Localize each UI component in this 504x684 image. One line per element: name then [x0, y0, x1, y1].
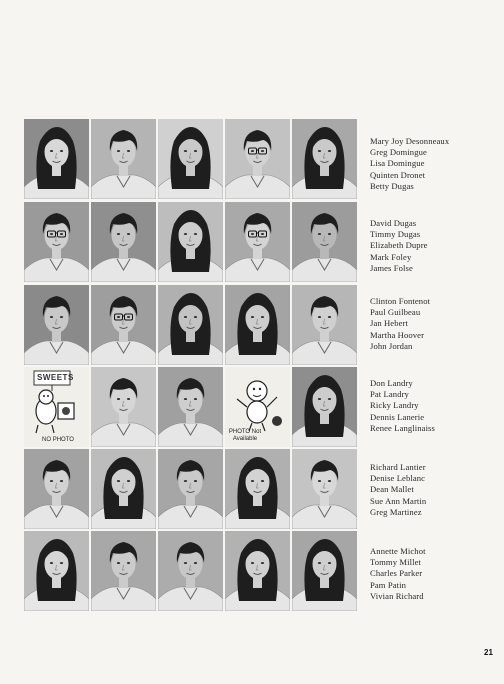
student-portrait	[91, 285, 156, 365]
student-portrait	[292, 285, 357, 365]
student-name: Annette Michot	[370, 546, 426, 556]
sweets-sign-text: SWEETS	[37, 373, 74, 382]
student-portrait	[24, 119, 89, 199]
name-list	[370, 218, 500, 274]
no-photo-placeholder	[225, 367, 290, 447]
portrait-photo	[91, 202, 156, 282]
portrait-photo	[158, 367, 223, 447]
student-portrait	[292, 202, 357, 282]
student-name: Mary Joy Desonneaux	[370, 136, 450, 146]
student-name: Jan Hebert	[370, 318, 408, 329]
student-name: Tommy Millet	[370, 557, 421, 568]
student-portrait	[91, 531, 156, 611]
page-number: 21	[484, 648, 493, 657]
student-portrait	[24, 285, 89, 365]
student-portrait	[225, 285, 290, 365]
student-portrait	[158, 367, 223, 447]
name-list	[370, 462, 500, 518]
student-name: Lisa Domingue	[370, 158, 425, 169]
no-photo-caption: NO PHOTO	[42, 437, 74, 443]
student-name: Pat Landry	[370, 389, 409, 400]
student-name: Clinton Fontenot	[370, 296, 431, 306]
student-name: Vivian Richard	[370, 590, 424, 601]
student-portrait	[158, 119, 223, 199]
student-portrait	[292, 119, 357, 199]
student-name: Charles Parker	[370, 568, 423, 579]
name-list	[370, 378, 500, 434]
student-name: David Dugas	[370, 218, 417, 228]
portrait-photo	[24, 119, 89, 199]
student-portrait	[225, 119, 290, 199]
student-portrait	[292, 449, 357, 529]
student-portrait	[225, 449, 290, 529]
student-portrait	[91, 119, 156, 199]
student-portrait	[24, 202, 89, 282]
portrait-row	[24, 367, 360, 449]
student-name: Denise Leblanc	[370, 473, 426, 484]
student-name: Martha Hoover	[370, 329, 425, 340]
student-portrait	[158, 202, 223, 282]
photo-not-available-caption: PHOTO Not Available	[228, 429, 262, 442]
portrait-row	[24, 119, 360, 201]
student-name: Mark Foley	[370, 251, 412, 262]
no-photo-placeholder	[24, 367, 89, 447]
student-name: Timmy Dugas	[370, 229, 421, 240]
portrait-photo	[292, 449, 357, 529]
portrait-photo	[158, 531, 223, 611]
portrait-photo	[292, 119, 357, 199]
portrait-photo	[225, 119, 290, 199]
student-portrait	[158, 285, 223, 365]
student-name: Paul Guilbeau	[370, 307, 421, 318]
student-portrait	[225, 531, 290, 611]
student-portrait	[91, 449, 156, 529]
portrait-row	[24, 449, 360, 531]
portrait-photo	[225, 202, 290, 282]
student-portrait	[24, 449, 89, 529]
student-name: James Folse	[370, 262, 413, 273]
portrait-photo	[292, 531, 357, 611]
portrait-photo	[292, 202, 357, 282]
portrait-photo	[91, 531, 156, 611]
student-name: John Jordan	[370, 340, 413, 351]
student-portrait	[91, 367, 156, 447]
student-name: Don Landry	[370, 378, 413, 388]
portrait-row	[24, 202, 360, 284]
portrait-photo	[24, 202, 89, 282]
portrait-photo	[292, 367, 357, 447]
portrait-photo	[158, 119, 223, 199]
name-list	[370, 136, 500, 192]
portrait-photo	[225, 449, 290, 529]
name-list	[370, 546, 500, 602]
student-name: Greg Domingue	[370, 147, 427, 158]
portrait-photo	[158, 449, 223, 529]
student-name: Sue Ann Martin	[370, 495, 427, 506]
portrait-photo	[292, 285, 357, 365]
student-portrait	[292, 531, 357, 611]
student-portrait	[24, 531, 89, 611]
name-list	[370, 296, 500, 352]
portrait-photo	[91, 449, 156, 529]
portrait-photo	[24, 285, 89, 365]
portrait-photo	[91, 119, 156, 199]
student-portrait	[91, 202, 156, 282]
portrait-photo	[91, 285, 156, 365]
student-portrait	[225, 202, 290, 282]
portrait-photo	[24, 531, 89, 611]
portrait-photo	[158, 202, 223, 282]
portrait-photo	[225, 531, 290, 611]
student-name: Ricky Landry	[370, 400, 419, 411]
portrait-row	[24, 531, 360, 613]
portrait-row	[24, 285, 360, 367]
portrait-photo	[225, 285, 290, 365]
student-name: Elizabeth Dupre	[370, 240, 428, 251]
student-portrait	[158, 449, 223, 529]
student-name: Quinten Dronet	[370, 169, 426, 180]
student-portrait	[292, 367, 357, 447]
student-name: Richard Lantier	[370, 462, 426, 472]
portrait-photo	[24, 449, 89, 529]
student-name: Betty Dugas	[370, 180, 414, 191]
student-name: Dean Mallet	[370, 484, 414, 495]
student-name: Dennis Lanerie	[370, 411, 425, 422]
portrait-photo	[158, 285, 223, 365]
student-name: Renee Langlinaiss	[370, 422, 435, 433]
portrait-photo	[91, 367, 156, 447]
student-portrait	[158, 531, 223, 611]
student-name: Greg Martinez	[370, 506, 422, 517]
student-name: Pam Patin	[370, 579, 406, 590]
